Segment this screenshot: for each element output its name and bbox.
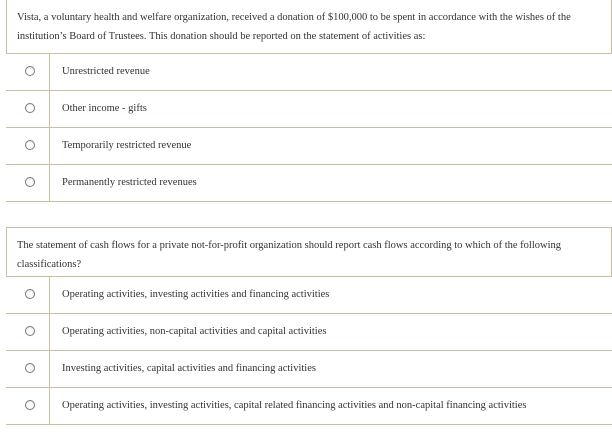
question-2-options xyxy=(6,277,612,425)
answer-option[interactable] xyxy=(6,351,612,388)
answer-option[interactable] xyxy=(6,314,612,351)
radio-cell xyxy=(6,128,50,164)
answer-option[interactable] xyxy=(6,165,612,202)
radio-button[interactable] xyxy=(25,289,35,299)
answer-label[interactable]: Other income - gifts xyxy=(62,103,147,114)
radio-cell xyxy=(6,388,50,424)
answer-option[interactable] xyxy=(6,128,612,165)
question-separator xyxy=(0,205,612,227)
radio-cell xyxy=(6,54,50,90)
question-1 xyxy=(6,0,612,202)
radio-button[interactable] xyxy=(25,326,35,336)
radio-button[interactable] xyxy=(25,363,35,373)
radio-button[interactable] xyxy=(25,400,35,410)
radio-cell xyxy=(6,314,50,350)
radio-button[interactable] xyxy=(25,140,35,150)
answer-label[interactable]: Investing activities, capital activities and financing activities xyxy=(62,363,316,374)
answer-option[interactable] xyxy=(6,54,612,91)
radio-button[interactable] xyxy=(25,66,35,76)
answer-option[interactable] xyxy=(6,277,612,314)
answer-option[interactable] xyxy=(6,388,612,425)
radio-cell xyxy=(6,165,50,201)
question-1-options xyxy=(6,54,612,202)
answer-label[interactable]: Operating activities, non-capital activities and capital activities xyxy=(62,326,327,337)
question-2-stem: The statement of cash flows for a private not-for-profit organization should report cash flows according to which of the following classifications? xyxy=(6,227,612,277)
radio-cell xyxy=(6,351,50,387)
answer-label[interactable]: Operating activities, investing activities, capital related financing activities and non-capital financing activities xyxy=(62,400,527,411)
answer-label[interactable]: Operating activities, investing activities and financing activities xyxy=(62,289,330,300)
question-2 xyxy=(6,227,612,425)
answer-label[interactable]: Temporarily restricted revenue xyxy=(62,140,192,151)
question-1-stem: Vista, a voluntary health and welfare organization, received a donation of $100,000 to be spent in accordance with the wishes of the institution’s Board of Trustees. This donation should be reported on the statement of activities as: xyxy=(6,0,612,54)
radio-cell xyxy=(6,277,50,313)
answer-option[interactable] xyxy=(6,91,612,128)
radio-cell xyxy=(6,91,50,127)
radio-button[interactable] xyxy=(25,103,35,113)
answer-label[interactable]: Permanently restricted revenues xyxy=(62,177,197,188)
radio-button[interactable] xyxy=(25,177,35,187)
answer-label[interactable]: Unrestricted revenue xyxy=(62,66,150,77)
